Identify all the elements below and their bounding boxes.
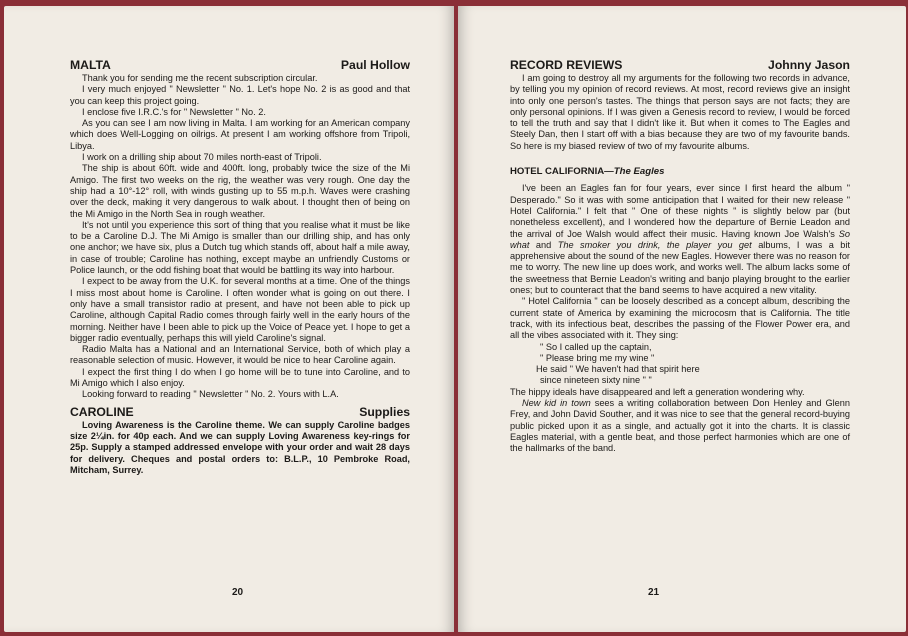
review-paragraph: I've been an Eagles fan for four years, ever since I first heard the album " Desperado." So it was with some anticipation that I waited for their new release " Hotel California." I felt that " One of these nights " is slightly below par (but nonetheless excellent), and I wondered how the departure of Bernie Leadon and the arrival of Joe Walsh would affect their music. Having known Joe Walsh's So what and The smoker you drink, the player you get albums, I was a bit apprehensive about the sound of the new Eagles. However there was no reason for me to worry. The new line up does work, and works well. The album lacks some of the sweetness that Bernie Leadon's writing and banjo playing brought to the earlier ones; but to counteract that the band seems to have acquired a new vitality. [510, 183, 851, 296]
right-page [458, 6, 906, 632]
lyric-line: since nineteen sixty nine " " [540, 375, 652, 386]
malta-paragraph: As you can see I am now living in Malta. I am working for an American company which does Well-Logging on oilrigs. At present I am working offshore from Tripoli, Libya. [70, 118, 410, 151]
malta-paragraph: It's not until you experience this sort of thing that you realise what it must be like to be a Caroline D.J. The Mi Amigo is smaller than our drilling ship, and has only one anchor; we have six, plus a Dutch tug which stands off, about half a mile away, in case of trouble; Caroline has nothing, except maybe an unfriendly Customs or Police launch, or the odd fishing boat that would be battling its way into harbour. [70, 219, 410, 276]
caroline-heading: CAROLINE [70, 404, 134, 419]
left-page [4, 6, 454, 632]
reviews-heading: RECORD REVIEWS [510, 58, 623, 72]
reviews-author: Johnny Jason [768, 58, 850, 72]
malta-paragraph: I very much enjoyed " Newsletter " No. 1. Let's hope No. 2 is as good and that you can keep this project going. [70, 84, 410, 106]
caroline-author: Supplies [359, 404, 410, 419]
lyric-line: He said " We haven't had that spirit here [536, 364, 700, 375]
lyrics-quote [510, 342, 850, 387]
reviews-header [510, 58, 850, 72]
malta-header [70, 58, 410, 72]
review-paragraph: " Hotel California " can be loosely described as a concept album, describing the current state of America by examining the microcosm that is California. The title track, with its infectious beat, describes the passing of the Flower Power era, and all the vibes associated with it. They sing: [510, 296, 850, 341]
malta-paragraph: I enclose five I.R.C.'s for " Newsletter " No. 2. [82, 106, 266, 117]
malta-paragraph: The ship is about 60ft. wide and 400ft. long, probably twice the size of the Mi Amigo. The first two weeks on the rig, the weather was very rough. One day the ship had a 10°-12° roll, with winds gusting up to 55 m.p.h. Waves were crashing over the deck, making it very dangerous to walk about. I thought then of being on the Mi Amigo in the North Sea in rough weather. [70, 163, 410, 219]
reviews-intro: I am going to destroy all my arguments for the following two records in advance, by telling you my opinion of record reviews. At most, record reviews give an insight into only one person's tastes. The things that person says are not facts; they are only personal opinions. If I was given a Genesis record to review, I would be forced to tell the truth and say that I didn't like it. But when it comes to The Eagles and Steely Dan, then I start off with a bias because they are two of my favourite bands. So here is my biased review of two of my favourite albums. [510, 73, 850, 151]
hotel-california-subheading [510, 166, 850, 177]
page-number-right: 21 [648, 587, 660, 598]
lyric-line: " Please bring me my wine " [540, 352, 655, 363]
malta-paragraph: Looking forward to reading " Newsletter " No. 2. Yours with L.A. [82, 389, 339, 400]
malta-paragraph: I expect to be away from the U.K. for several months at a time. One of the things I miss most about home is Caroline. I often wonder what is going on out there. I only have a small transistor radio at present, and have not been able to pick up Caroline, although Capital Radio comes through fairly well in the early hours of the morning. Neither have I been able to pick up the Voice of Peace yet. I hope to get a bigger radio eventually, perhaps this will yield Caroline's signal. [70, 276, 410, 343]
album-title: HOTEL CALIFORNIA [510, 166, 605, 178]
caroline-text: Loving Awareness is the Caroline theme. We can supply Caroline badges size 2¼in. for 40p each. And we can supply Loving Awareness key-rings for 25p. Supply a stamped addressed envelope with your order and wait 28 days for delivery. Cheques and postal orders to: B.L.P., 10 Pembroke Road, Mitcham, Surrey. [70, 419, 410, 475]
left-column [70, 58, 410, 476]
lyric-line: " So I called up the captain, [540, 341, 652, 352]
review-paragraph: The hippy ideals have disappeared and left a generation wondering why. [510, 386, 805, 397]
right-column [510, 58, 850, 455]
malta-paragraph: I work on a drilling ship about 70 miles north-east of Tripoli. [82, 152, 322, 163]
page-number-left: 20 [232, 587, 244, 598]
malta-author: Paul Hollow [340, 58, 410, 72]
malta-paragraph: I expect the first thing I do when I go home will be to tune into Caroline, and to Mi Amigo which I also enjoy. [70, 366, 410, 389]
artist-name: —The Eagles [604, 166, 665, 178]
review-paragraph: New kid in town sees a writing collaboration between Don Henley and Glenn Frey, and John David Souther, and it was nice to see that the general record-buying public picked upon it as a single, and actually got it into the charts. It is classic Eagles material, with a gentle beat, and those perfect harmonies which are one of the hallmarks of the band. [510, 398, 851, 454]
malta-heading: MALTA [70, 58, 111, 72]
malta-paragraph: Thank you for sending me the recent subscription circular. [82, 73, 318, 83]
caroline-header [70, 405, 410, 419]
malta-paragraph: Radio Malta has a National and an International Service, both of which play a reasonable selection of music. However, it would be nice to hear Caroline again. [70, 344, 410, 366]
